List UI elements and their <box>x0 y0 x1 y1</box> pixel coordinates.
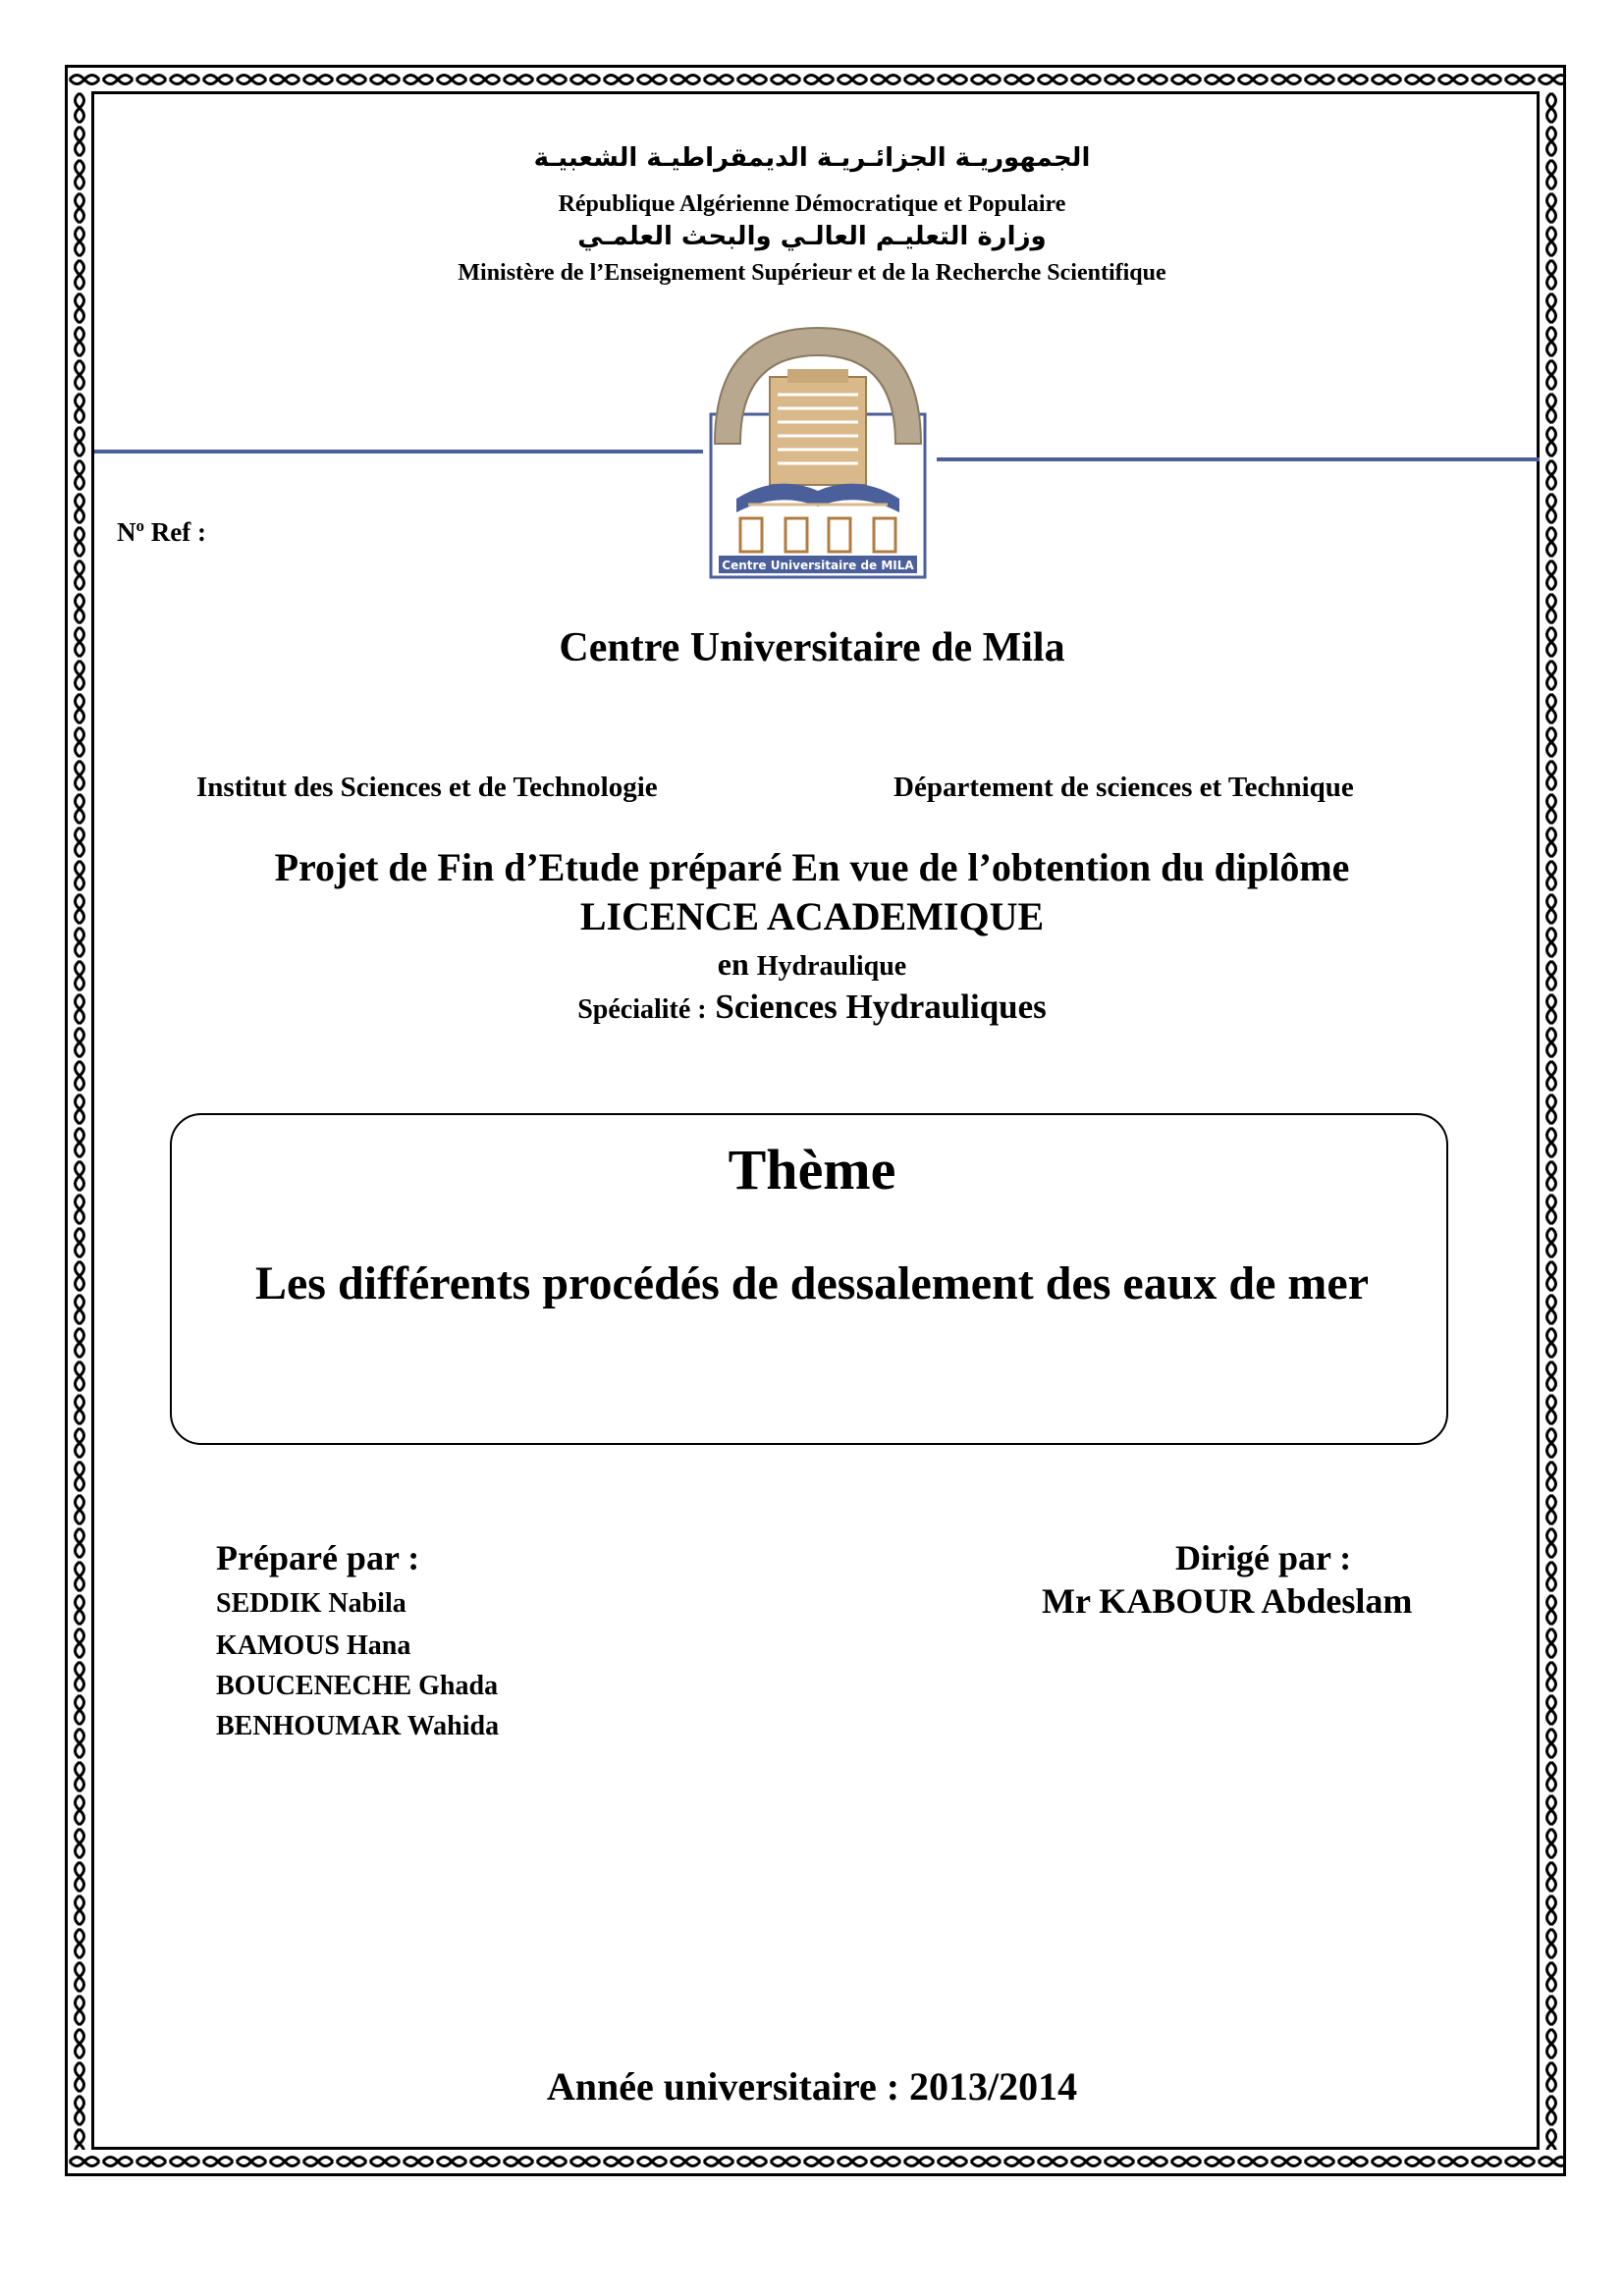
specialty-value: Sciences Hydrauliques <box>715 988 1047 1026</box>
border-band-right <box>1540 91 1563 2150</box>
header-rule-left <box>94 450 703 454</box>
border-band-left <box>68 91 91 2150</box>
header-rule-right <box>937 457 1540 461</box>
author-3: BOUCENECHE Ghada <box>216 1671 499 1701</box>
institute-name: Institut des Sciences et de Technologie <box>196 772 658 803</box>
theme-title: Les différents procédés de dessalement des eaux de mer <box>254 1257 1370 1309</box>
border-band-top <box>68 68 1563 91</box>
arabic-republic-line: الجمهوريـة الجزائـريـة الديمقراطيـة الشعبيـة <box>533 143 1091 173</box>
prepared-label: Préparé par : <box>216 1538 420 1577</box>
reference-o: o <box>135 516 144 535</box>
logo-caption: Centre Universitaire de MILA <box>722 559 914 572</box>
department-name: Département de sciences et Technique <box>893 772 1354 803</box>
directed-label: Dirigé par : <box>1175 1538 1352 1577</box>
border-band-bottom <box>68 2150 1563 2173</box>
specialty-line <box>0 988 1624 1027</box>
specialty-label: Spécialité : <box>577 994 707 1025</box>
author-4: BENHOUMAR Wahida <box>216 1711 500 1741</box>
ministry-line: Ministère de l’Enseignement Supérieur et de la Recherche Scientifique <box>458 260 1166 286</box>
republic-line: République Algérienne Démocratique et Populaire <box>558 191 1066 217</box>
field-prefix: en <box>717 946 749 982</box>
theme-heading: Thème <box>728 1138 896 1201</box>
reference-label <box>117 516 206 548</box>
arabic-ministry-line: وزارة التعليـم العالـي والبحث العلمـي <box>577 222 1047 251</box>
academic-year: Année universitaire : 2013/2014 <box>546 2064 1078 2109</box>
author-1: SEDDIK Nabila <box>216 1588 406 1619</box>
field-name: Hydraulique <box>756 951 907 982</box>
reference-text: Ref : <box>144 517 206 547</box>
degree-title: LICENCE ACADEMIQUE <box>579 894 1045 938</box>
project-line: Projet de Fin d’Etude préparé En vue de l’obtention du diplôme <box>274 845 1350 889</box>
institution-title: Centre Universitaire de Mila <box>559 625 1065 670</box>
university-logo <box>709 326 927 579</box>
field-line <box>0 946 1624 983</box>
author-2: KAMOUS Hana <box>216 1630 411 1661</box>
reference-n: N <box>117 517 136 547</box>
supervisor-name: Mr KABOUR Abdeslam <box>1042 1581 1413 1621</box>
